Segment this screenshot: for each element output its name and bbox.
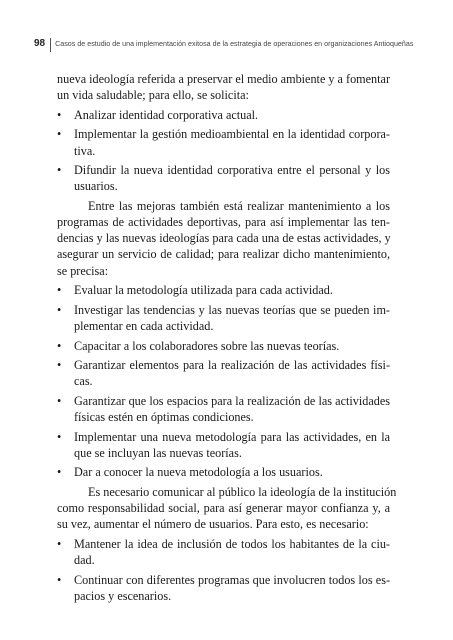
bullet-item [57,126,390,158]
text-line: Garantizar que los espacios para la realización de las actividades [74,393,390,408]
text-line: Entre las mejoras también está realizar mantenimiento a los [88,198,390,213]
text-line: Es necesario comunicar al público la ideología de la institución [88,485,397,499]
bullet-item [57,302,390,334]
body-text [57,71,397,604]
text-line: Evaluar la metodología utilizada para cada actividad. [74,283,333,298]
bullet-marker: • [57,283,62,298]
bullet-marker: • [57,338,62,353]
bullet-item [57,338,390,354]
bullet-marker: • [57,127,62,142]
text-line: asegurar un servicio de calidad; para realizar dicho mantenimiento, [57,247,390,262]
text-line: usuarios. [74,179,118,194]
text-line: Investigar las tendencias y las nuevas teorías que se pueden im- [74,302,390,317]
text-line: Capacitar a los colaboradores sobre las nuevas teorías. [74,338,340,353]
paragraph [57,484,397,533]
text-line: tiva. [74,143,96,158]
header-divider [50,38,51,52]
bullet-item [57,162,390,194]
text-line: Continuar con diferentes programas que involucren todos los es- [74,572,390,587]
bullet-marker: • [57,358,62,373]
text-line: Implementar una nueva metodología para las actividades, en la [74,429,390,444]
bullet-item [57,429,390,461]
text-line: Implementar la gestión medioambiental en la identidad corpora- [74,127,390,142]
text-line: Dar a conocer la nueva metodología a los usuarios. [74,465,323,480]
running-title: Casos de estudio de una implementación exitosa de la estrategia de operaciones en organizaciones Antioqueñas [55,40,414,48]
text-line: como responsabilidad social, para así generar mayor confianza y, a [57,501,390,516]
text-line: su vez, aumentar el número de usuarios. Para esto, es necesario: [57,517,369,532]
bullet-marker: • [57,572,62,587]
page-number: 98 [34,38,46,49]
paragraph [57,198,390,279]
bullet-item [57,357,390,389]
text-line: que se incluyan las nuevas teorías. [74,445,242,460]
bullet-item [57,572,390,604]
bullet-marker: • [57,465,62,480]
text-line: Difundir la nueva identidad corporativa entre el personal y los [74,163,390,178]
text-line: Mantener la idea de inclusión de todos los habitantes de la ciu- [74,536,390,551]
bullet-item [57,107,390,123]
bullet-item [57,282,390,298]
text-line: pacios y escenarios. [74,588,172,603]
text-line: dad. [74,553,95,568]
bullet-item [57,393,390,425]
text-line: cas. [74,374,93,389]
text-line: Analizar identidad corporativa actual. [74,107,259,122]
bullet-marker: • [57,302,62,317]
bullet-item [57,536,390,568]
bullet-marker: • [57,429,62,444]
text-line: Garantizar elementos para la realización de las actividades físi- [74,358,390,373]
bullet-marker: • [57,393,62,408]
text-line: programas de actividades deportivas, para así implementar las ten- [57,215,390,230]
text-line: físicas estén en óptimas condiciones. [74,410,254,425]
paragraph [57,71,390,103]
bullet-marker: • [57,536,62,551]
text-line: plementar en cada actividad. [74,318,214,333]
text-line: se precisa: [57,263,109,278]
text-line: un vida saludable; para ello, se solicita: [57,88,249,103]
bullet-marker: • [57,163,62,178]
text-line: nueva ideología referida a preservar el medio ambiente y a fomentar [57,72,390,86]
page-header [34,38,420,54]
bullet-item [57,464,390,480]
bullet-marker: • [57,107,62,122]
text-line: dencias y las nuevas ideologías para cada una de estas actividades, y [57,231,391,246]
